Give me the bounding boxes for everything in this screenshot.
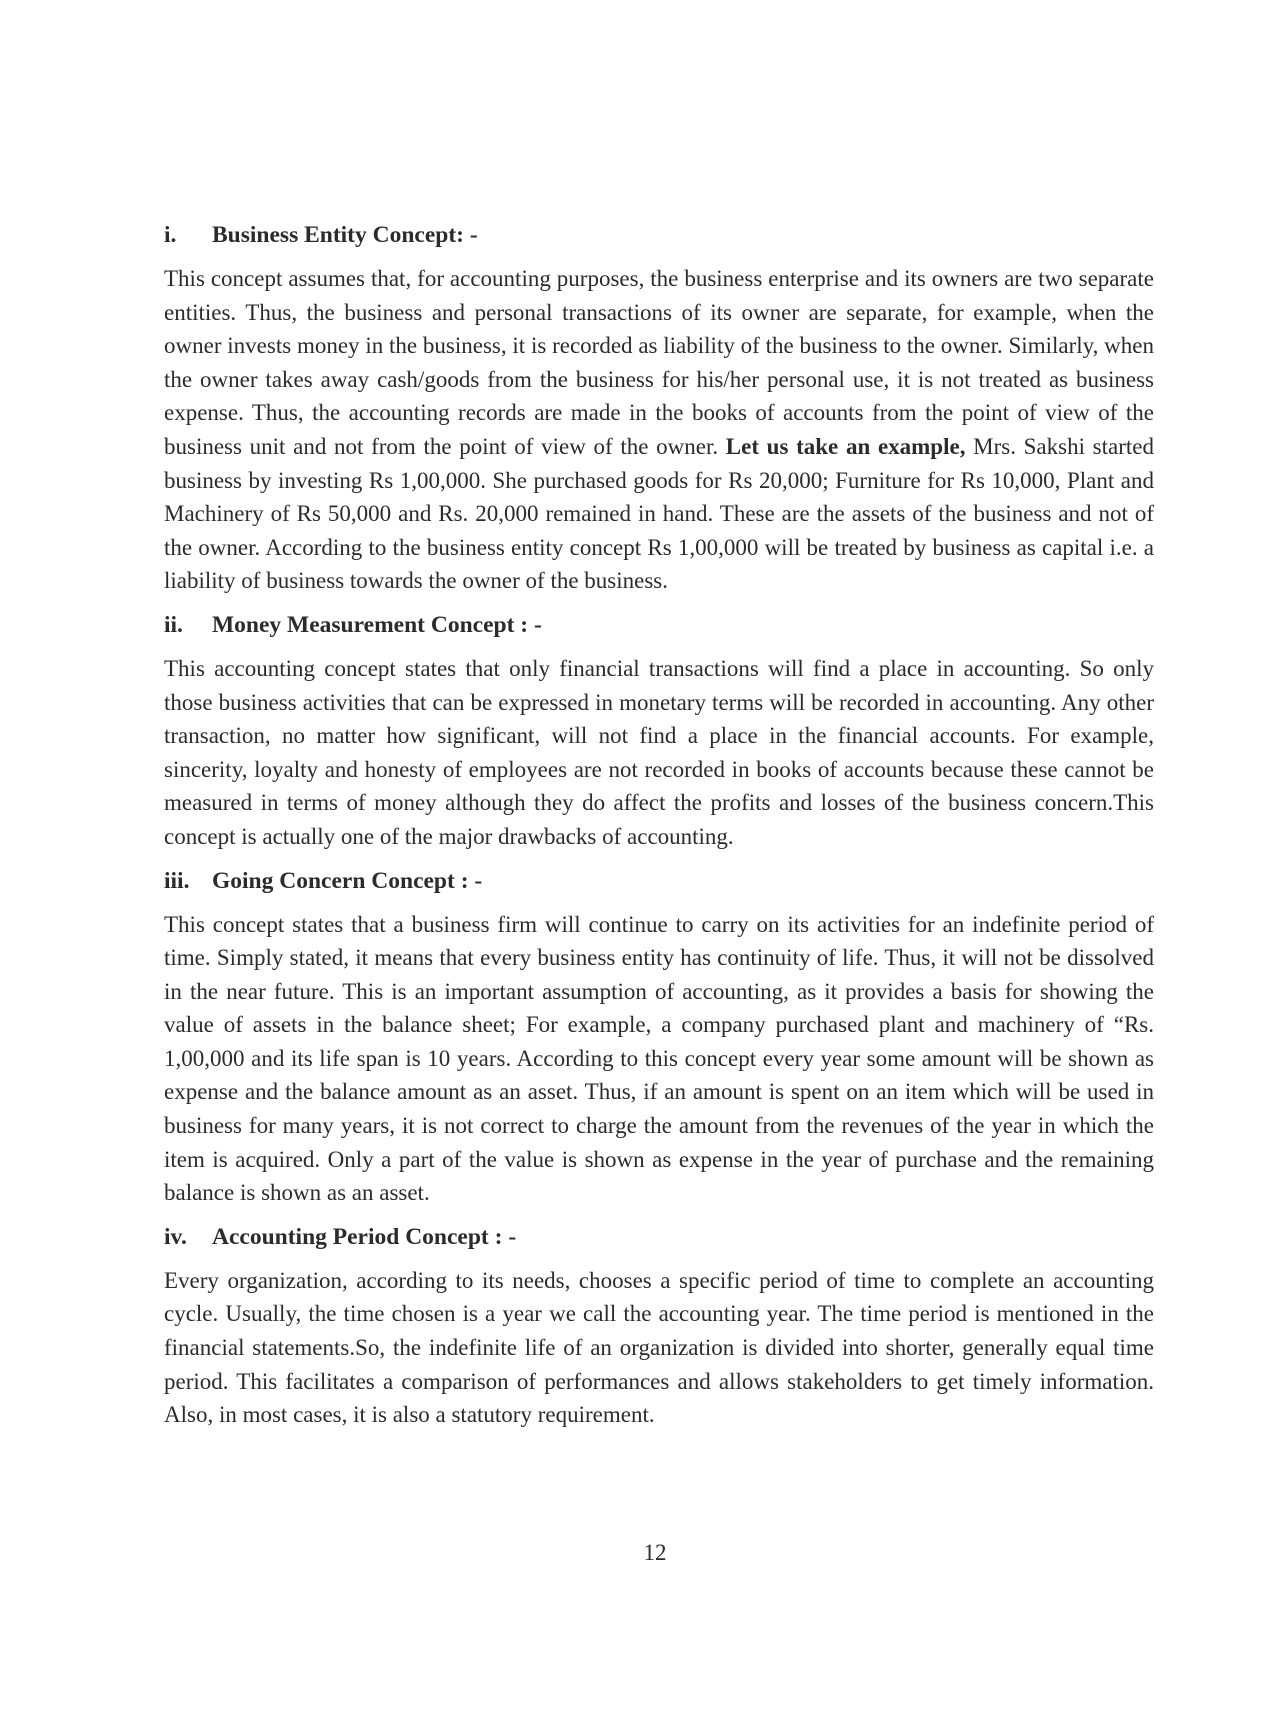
section-number: i.: [164, 222, 177, 248]
section-title: Business Entity Concept: -: [212, 222, 478, 248]
paragraph-text: This concept assumes that, for accounting purposes, the business enterprise and its owners are two separate entities. Thus, the business and personal transactions of its owner are separate, for example, when the owner invests money in the business, it is recorded as liability of the business to the owner. Similarly, when the owner takes away cash/goods from the business for his/her personal use, it is not treated as business expense. Thus, the accounting records are made in the books of accounts from the point of view of the business unit and not from the point of view of the owner.: [164, 266, 1154, 459]
page-number: 12: [643, 1540, 667, 1565]
section-paragraph-money-measurement: This accounting concept states that only financial transactions will find a place in accounting. So only those business activities that can be expressed in monetary terms will be recorded in accounting. Any other transaction, no matter how significant, will not find a place in the financial accounts. For example, sincerity, loyalty and honesty of employees are not recorded in books of accounts because these cannot be measured in terms of money although they do affect the profits and losses of the business concern.This concept is actually one of the major drawbacks of accounting.: [164, 655, 1154, 849]
paragraph-bold-text: Let us take an example,: [725, 433, 966, 459]
section-title: Accounting Period Concept : -: [212, 1223, 517, 1250]
section-title: Money Measurement Concept : -: [212, 611, 542, 638]
section-title: Going Concern Concept : -: [212, 867, 483, 894]
section-paragraph-business-entity: [164, 262, 1154, 598]
document-body: [164, 218, 1154, 1442]
paragraph-text: Mrs. Sakshi started business by investing Rs 1,00,000. She purchased goods for Rs 20,000; Furniture for Rs 10,000, Plant and Machinery of Rs 50,000 and Rs. 20,000 remained in hand. These are the assets of the business and not of the owner. According to the business entity concept Rs 1,00,000 will be treated by business as capital i.e. a liability of business towards the owner of the business.: [164, 433, 1154, 594]
section-heading-money-measurement: [164, 608, 1154, 642]
section-paragraph-going-concern: This concept states that a business firm will continue to carry on its activities for an indefinite period of time. Simply stated, it means that every business entity has continuity of life. Thus, it will not be dissolved in the near future. This is an important assumption of accounting, as it provides a basis for showing the value of assets in the balance sheet; For example, a company purchased plant and machinery of “Rs. 1,00,000 and its life span is 10 years. According to this concept every year some amount will be shown as expense and the balance amount as an asset. Thus, if an amount is spent on an item which will be used in business for many years, it is not correct to charge the amount from the revenues of the year in which the item is acquired. Only a part of the value is shown as expense in the year of purchase and the remaining balance is shown as an asset.: [164, 911, 1154, 1206]
section-heading-business-entity: [164, 218, 1154, 252]
section-number: iv.: [164, 1223, 187, 1250]
section-paragraph-accounting-period: Every organization, according to its needs, chooses a specific period of time to complete an accounting cycle. Usually, the time chosen is a year we call the accounting year. The time period is mentioned in the financial statements.So, the indefinite life of an organization is divided into shorter, generally equal time period. This facilitates a comparison of performances and allows stakeholders to get timely information. Also, in most cases, it is also a statutory requirement.: [164, 1267, 1154, 1428]
section-number: ii.: [164, 611, 183, 638]
section-number: iii.: [164, 867, 190, 894]
section-heading-accounting-period: [164, 1220, 1154, 1254]
section-heading-going-concern: [164, 864, 1154, 898]
